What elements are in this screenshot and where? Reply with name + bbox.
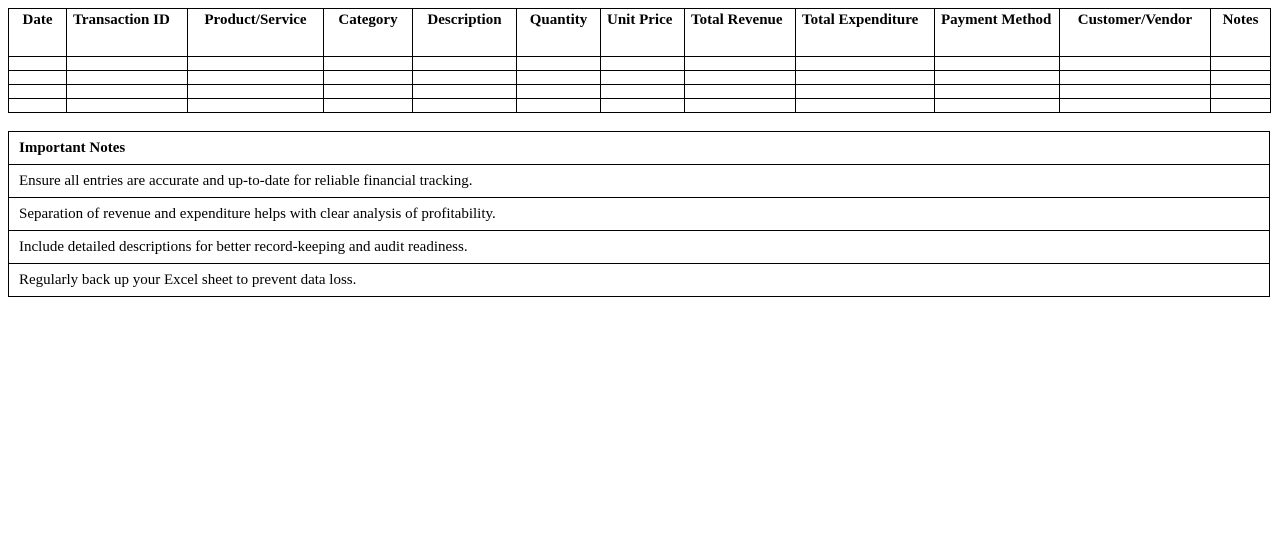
cell-transaction-id[interactable]	[67, 85, 188, 99]
column-header-customer-vendor[interactable]: Customer/Vendor	[1060, 9, 1211, 57]
column-header-product-service[interactable]: Product/Service	[188, 9, 324, 57]
note-text: Include detailed descriptions for better record-keeping and audit readiness.	[9, 231, 1270, 264]
cell-total-revenue[interactable]	[685, 99, 796, 113]
column-header-total-revenue[interactable]: Total Revenue	[685, 9, 796, 57]
transaction-ledger-table	[8, 8, 1271, 113]
cell-transaction-id[interactable]	[67, 57, 188, 71]
notes-heading-row	[9, 132, 1270, 165]
cell-unit-price[interactable]	[601, 57, 685, 71]
cell-total-expenditure[interactable]	[796, 99, 935, 113]
cell-total-revenue[interactable]	[685, 85, 796, 99]
cell-description[interactable]	[413, 99, 517, 113]
column-header-transaction-id[interactable]: Transaction ID	[67, 9, 188, 57]
ledger-header-row	[9, 9, 1271, 57]
column-header-date[interactable]: Date	[9, 9, 67, 57]
cell-transaction-id[interactable]	[67, 71, 188, 85]
cell-transaction-id[interactable]	[67, 99, 188, 113]
list-item	[9, 264, 1270, 297]
list-item	[9, 231, 1270, 264]
column-header-quantity[interactable]: Quantity	[517, 9, 601, 57]
cell-category[interactable]	[324, 71, 413, 85]
cell-category[interactable]	[324, 85, 413, 99]
cell-customer-vendor[interactable]	[1060, 85, 1211, 99]
cell-total-expenditure[interactable]	[796, 71, 935, 85]
column-header-category[interactable]: Category	[324, 9, 413, 57]
ledger-body	[9, 57, 1271, 113]
notes-body	[9, 132, 1270, 297]
cell-product-service[interactable]	[188, 57, 324, 71]
cell-notes[interactable]	[1211, 99, 1271, 113]
cell-customer-vendor[interactable]	[1060, 99, 1211, 113]
cell-date[interactable]	[9, 57, 67, 71]
table-row[interactable]	[9, 71, 1271, 85]
cell-description[interactable]	[413, 85, 517, 99]
cell-payment-method[interactable]	[935, 99, 1060, 113]
cell-notes[interactable]	[1211, 71, 1271, 85]
column-header-payment-method[interactable]: Payment Method	[935, 9, 1060, 57]
cell-total-revenue[interactable]	[685, 71, 796, 85]
cell-unit-price[interactable]	[601, 99, 685, 113]
cell-product-service[interactable]	[188, 99, 324, 113]
column-header-notes[interactable]: Notes	[1211, 9, 1271, 57]
cell-notes[interactable]	[1211, 57, 1271, 71]
note-text: Regularly back up your Excel sheet to prevent data loss.	[9, 264, 1270, 297]
cell-unit-price[interactable]	[601, 71, 685, 85]
cell-quantity[interactable]	[517, 99, 601, 113]
cell-date[interactable]	[9, 99, 67, 113]
table-row[interactable]	[9, 85, 1271, 99]
list-item	[9, 165, 1270, 198]
ledger-header-row-group	[9, 9, 1271, 57]
cell-product-service[interactable]	[188, 71, 324, 85]
important-notes-table	[8, 131, 1270, 297]
cell-quantity[interactable]	[517, 71, 601, 85]
cell-category[interactable]	[324, 99, 413, 113]
cell-description[interactable]	[413, 57, 517, 71]
cell-payment-method[interactable]	[935, 85, 1060, 99]
cell-customer-vendor[interactable]	[1060, 57, 1211, 71]
cell-payment-method[interactable]	[935, 71, 1060, 85]
list-item	[9, 198, 1270, 231]
column-header-total-expenditure[interactable]: Total Expenditure	[796, 9, 935, 57]
note-text: Ensure all entries are accurate and up-to-date for reliable financial tracking.	[9, 165, 1270, 198]
cell-unit-price[interactable]	[601, 85, 685, 99]
column-header-unit-price[interactable]: Unit Price	[601, 9, 685, 57]
cell-payment-method[interactable]	[935, 57, 1060, 71]
table-row[interactable]	[9, 99, 1271, 113]
cell-product-service[interactable]	[188, 85, 324, 99]
cell-customer-vendor[interactable]	[1060, 71, 1211, 85]
cell-quantity[interactable]	[517, 57, 601, 71]
cell-total-expenditure[interactable]	[796, 57, 935, 71]
cell-total-expenditure[interactable]	[796, 85, 935, 99]
cell-category[interactable]	[324, 57, 413, 71]
table-row[interactable]	[9, 57, 1271, 71]
cell-total-revenue[interactable]	[685, 57, 796, 71]
cell-date[interactable]	[9, 71, 67, 85]
note-text: Separation of revenue and expenditure helps with clear analysis of profitability.	[9, 198, 1270, 231]
cell-description[interactable]	[413, 71, 517, 85]
column-header-description[interactable]: Description	[413, 9, 517, 57]
cell-quantity[interactable]	[517, 85, 601, 99]
table-gap-divider	[8, 113, 1270, 131]
cell-notes[interactable]	[1211, 85, 1271, 99]
notes-heading: Important Notes	[9, 132, 1270, 165]
cell-date[interactable]	[9, 85, 67, 99]
